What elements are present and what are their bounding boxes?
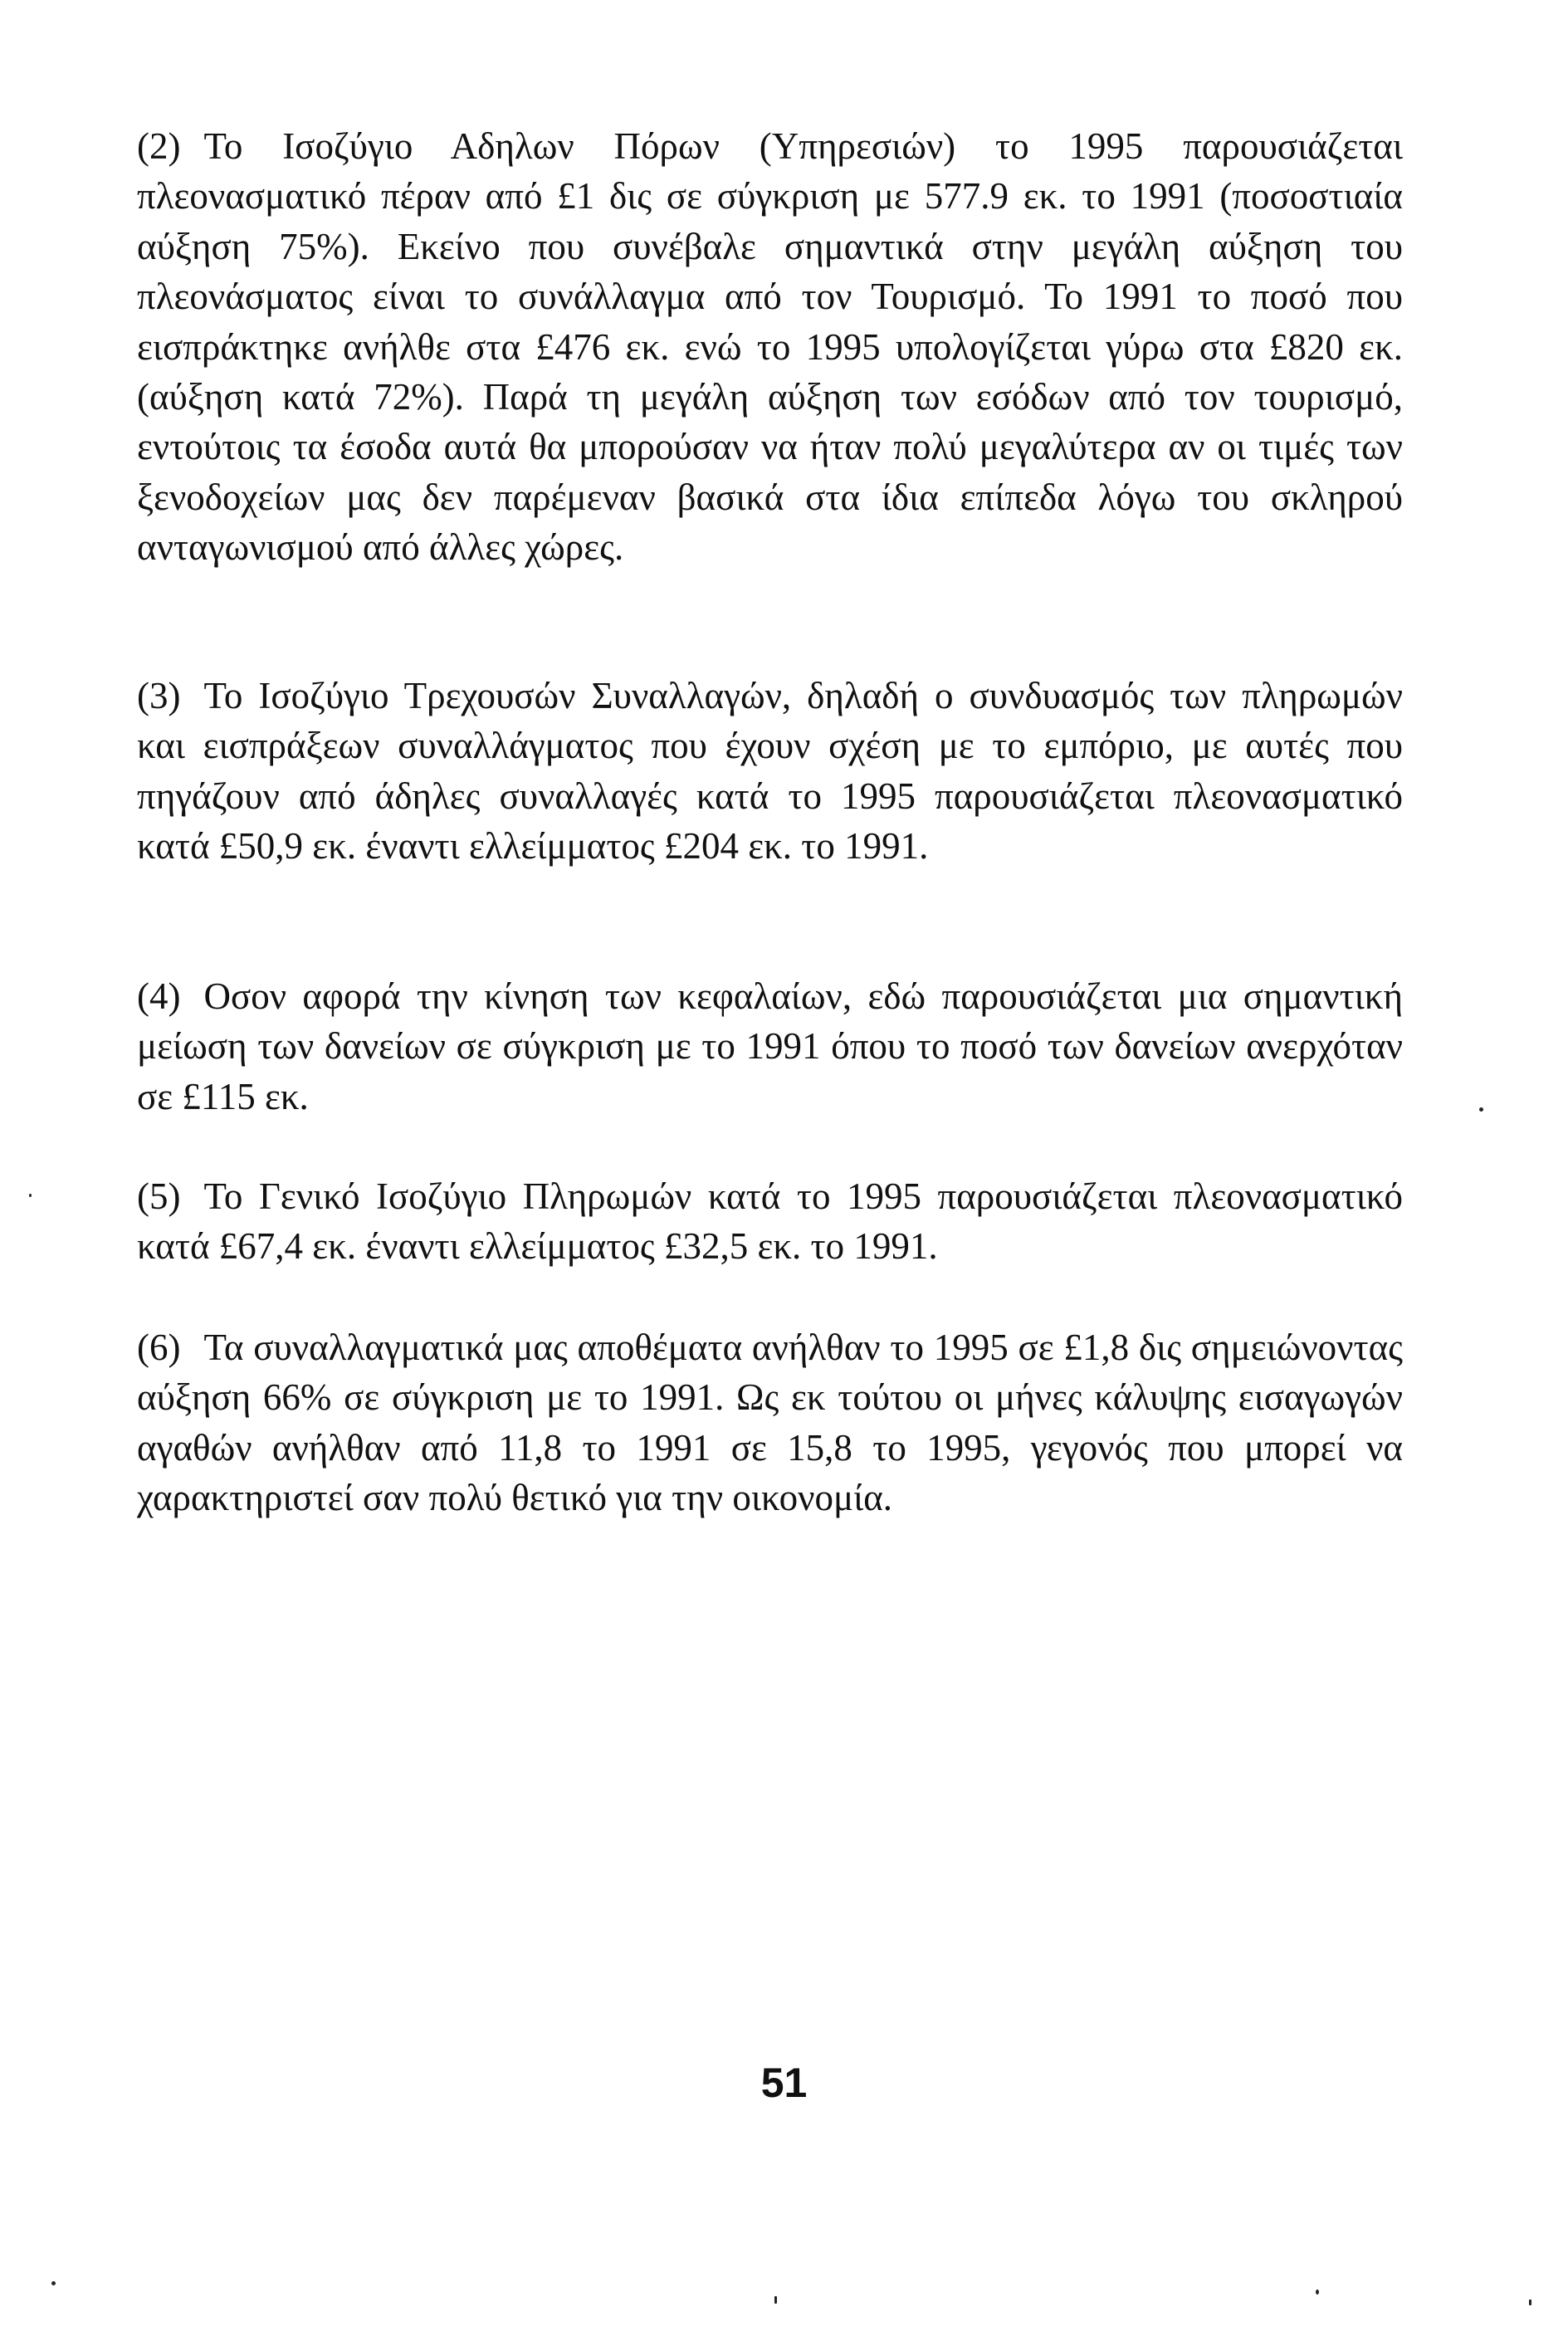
page-number: 51 bbox=[760, 2060, 808, 2106]
paragraph-text: Τα συναλλαγματικά μας αποθέματα ανήλθαν το 1995 σε £1,8 δις σημειώνοντας αύξηση 66% σε σύγκριση με το 1991. Ως εκ τούτου οι μήνες κάλυψης εισαγωγών αγαθών ανήλθαν από 11,8 το 1991 σε 15,8 το 1995, γεγονός που μπορεί να χαρακτηριστεί σαν πολύ θετικό για την οικονομία. bbox=[137, 1327, 1403, 1519]
scan-speck bbox=[1479, 1107, 1483, 1112]
scan-speck bbox=[774, 2296, 777, 2304]
paragraph-number: (2) bbox=[137, 125, 181, 167]
paragraph-text: Το Γενικό Ισοζύγιο Πληρωμών κατά το 1995 παρουσιάζεται πλεονασματικό κατά £67,4 εκ. έναντι ελλείμματος £32,5 εκ. το 1991. bbox=[137, 1175, 1403, 1268]
scan-speck bbox=[29, 1194, 32, 1197]
paragraph-number: (3) bbox=[137, 675, 181, 716]
paragraph-text: Οσον αφορά την κίνηση των κεφαλαίων, εδώ παρουσιάζεται μια σημαντική μείωση των δανείων σε σύγκριση με το 1991 όπου το ποσό των δανείων ανερχόταν σε £115 εκ. bbox=[137, 975, 1403, 1117]
paragraph-5 bbox=[137, 1171, 1403, 1272]
paragraph-number: (4) bbox=[137, 975, 181, 1017]
paragraph-4 bbox=[137, 971, 1403, 1122]
paragraph-text: Το Ισοζύγιο Τρεχουσών Συναλλαγών, δηλαδή ο συνδυασμός των πληρωμών και εισπράξεων συναλλάγματος που έχουν σχέση με το εμπόριο, με αυτές που πηγάζουν από άδηλες συναλλαγές κατά το 1995 παρουσιάζεται πλεονασματικό κατά £50,9 εκ. έναντι ελλείμματος £204 εκ. το 1991. bbox=[137, 675, 1403, 867]
paragraph-number: (6) bbox=[137, 1327, 181, 1368]
scan-speck bbox=[1529, 2299, 1531, 2305]
scan-speck bbox=[1316, 2290, 1319, 2295]
scan-speck bbox=[51, 2281, 56, 2285]
paragraph-text: Το Ισοζύγιο Αδηλων Πόρων (Υπηρεσιών) το 1995 παρουσιάζεται πλεονασματικό πέραν από £1 δις σε σύγκριση με 577.9 εκ. το 1991 (ποσοστιαία αύξηση 75%). Εκείνο που συνέβαλε σημαντικά στην μεγάλη αύξηση του πλεονάσματος είναι το συνάλλαγμα από τον Τουρισμό. Το 1991 το ποσό που εισπράκτηκε ανήλθε στα £476 εκ. ενώ το 1995 υπολογίζεται γύρω στα £820 εκ. (αύξηση κατά 72%). Παρά τη μεγάλη αύξηση των εσόδων από τον τουρισμό, εντούτοις τα έσοδα αυτά θα μπορούσαν να ήταν πολύ μεγαλύτερα αν οι τιμές των ξενοδοχείων μας δεν παρέμεναν βασικά στα ίδια επίπεδα λόγω του σκληρού ανταγωνισμού από άλλες χώρες. bbox=[137, 125, 1403, 569]
paragraph-3 bbox=[137, 671, 1403, 872]
paragraph-6 bbox=[137, 1322, 1403, 1523]
paragraph-number: (5) bbox=[137, 1175, 181, 1217]
paragraph-2 bbox=[137, 121, 1403, 573]
